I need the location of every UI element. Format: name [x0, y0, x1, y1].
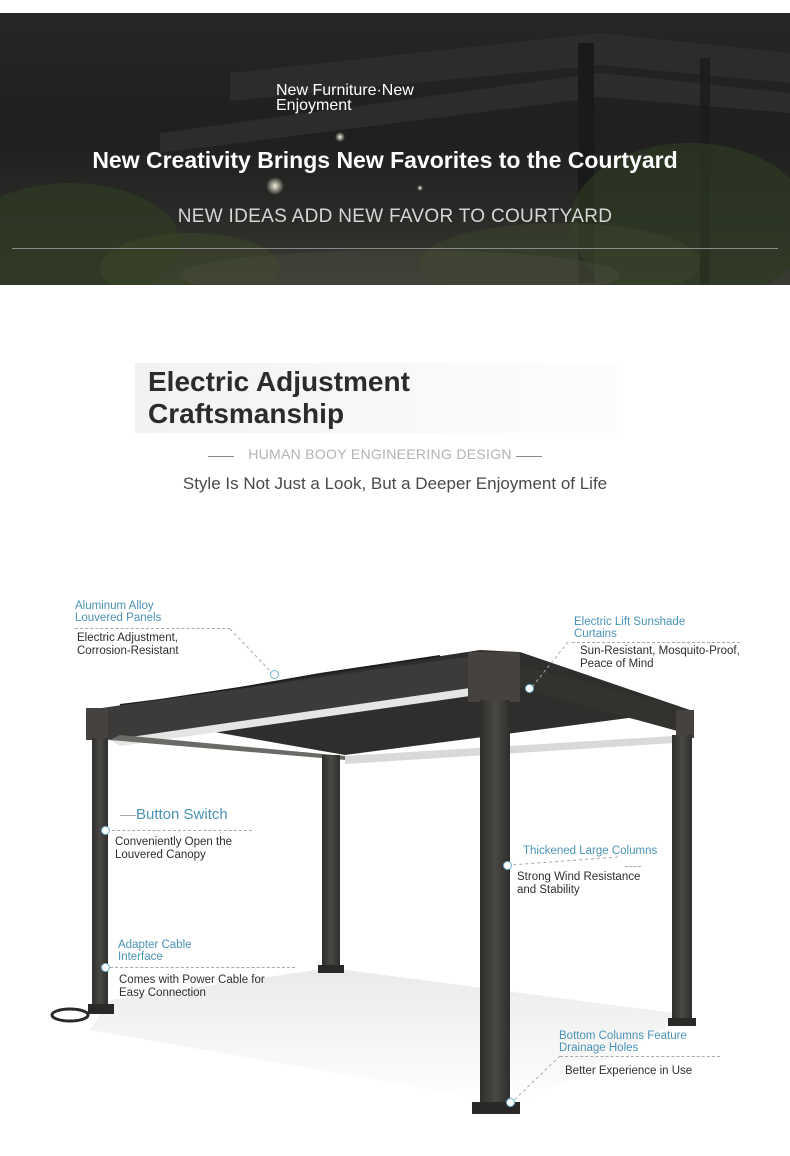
callout-adapter-cable-desc — [119, 974, 265, 1000]
callout-large-columns-desc-line2: and Stability — [517, 884, 580, 896]
kicker-rule-right — [516, 456, 542, 457]
callout-adapter-cable-marker-icon — [101, 963, 110, 972]
banner-headline: New Creativity Brings New Favorites to the Courtyard — [92, 147, 678, 173]
callout-louvered-panels-marker-icon — [270, 670, 279, 679]
callout-drainage-holes-title-line2: Drainage Holes — [559, 1042, 639, 1054]
callout-adapter-cable-desc-line1: Comes with Power Cable for — [119, 974, 265, 986]
section-kicker: HUMAN BOOY ENGINEERING DESIGN — [248, 446, 512, 462]
top-strip — [0, 0, 790, 13]
hero-banner — [0, 13, 790, 285]
callout-large-columns — [523, 845, 657, 857]
callout-adapter-cable-title-line2: Interface — [118, 951, 163, 963]
section-tagline: Style Is Not Just a Look, But a Deeper Enjoyment of Life — [182, 474, 608, 493]
button-switch-accent-rule — [120, 815, 136, 816]
callout-louvered-panels-title-line1: Aluminum Alloy — [75, 600, 154, 612]
callout-large-columns-desc — [517, 871, 640, 897]
callout-sunshade-curtains-desc-line2: Peace of Mind — [580, 658, 654, 670]
callout-sunshade-curtains-desc-line1: Sun-Resistant, Mosquito-Proof, — [580, 645, 740, 657]
callout-drainage-holes-title-line1: Bottom Columns Feature — [559, 1030, 687, 1042]
callout-button-switch-desc — [115, 836, 232, 862]
callout-louvered-panels-desc — [77, 632, 179, 658]
callout-sunshade-curtains-title-line1: Electric Lift Sunshade — [574, 616, 686, 628]
callout-large-columns-desc-line1: Strong Wind Resistance — [517, 871, 641, 883]
section-title — [148, 366, 608, 430]
callout-sunshade-curtains-desc — [580, 645, 740, 671]
callout-adapter-cable-title-line1: Adapter Cable — [118, 939, 192, 951]
callout-louvered-panels-desc-line2: Corrosion-Resistant — [77, 645, 179, 657]
callout-button-switch-title: Button Switch — [136, 806, 228, 823]
banner-subheadline: NEW IDEAS ADD NEW FAVOR TO COURTYARD — [177, 206, 613, 227]
callout-louvered-panels — [75, 600, 161, 624]
section-title-line2: Craftsmanship — [148, 398, 345, 429]
callout-large-columns-marker-icon — [503, 861, 512, 870]
callout-button-switch-desc-line1: Conveniently Open the — [115, 836, 232, 848]
callout-louvered-panels-rule — [75, 628, 230, 629]
callout-large-columns-title: Thickened Large Columns — [523, 845, 658, 857]
callout-sunshade-curtains — [574, 616, 685, 640]
callout-louvered-panels-title-line2: Louvered Panels — [75, 612, 162, 624]
callout-drainage-holes-desc-text: Better Experience in Use — [565, 1065, 693, 1077]
callout-drainage-holes-marker-icon — [506, 1098, 515, 1107]
callout-button-switch-rule — [112, 830, 252, 831]
callout-drainage-holes-desc — [565, 1065, 692, 1078]
callout-sunshade-curtains-title-line2: Curtains — [574, 628, 617, 640]
kicker-rule-left — [208, 456, 234, 457]
callout-sunshade-curtains-rule — [572, 642, 740, 643]
callout-drainage-holes-rule — [560, 1056, 720, 1057]
banner-divider — [12, 248, 778, 249]
banner-kicker: New Furniture·New Enjoyment — [276, 82, 414, 114]
callout-louvered-panels-desc-line1: Electric Adjustment, — [77, 632, 178, 644]
callout-button-switch-marker-icon — [101, 826, 110, 835]
callout-button-switch-desc-line2: Louvered Canopy — [115, 849, 206, 861]
section-title-line1: Electric Adjustment — [148, 366, 410, 397]
callout-large-columns-rule — [625, 866, 641, 867]
callout-adapter-cable-desc-line2: Easy Connection — [119, 987, 206, 999]
callout-sunshade-curtains-marker-icon — [525, 684, 534, 693]
callout-drainage-holes — [559, 1030, 687, 1054]
callout-adapter-cable — [118, 939, 192, 963]
callout-adapter-cable-rule — [110, 967, 295, 968]
